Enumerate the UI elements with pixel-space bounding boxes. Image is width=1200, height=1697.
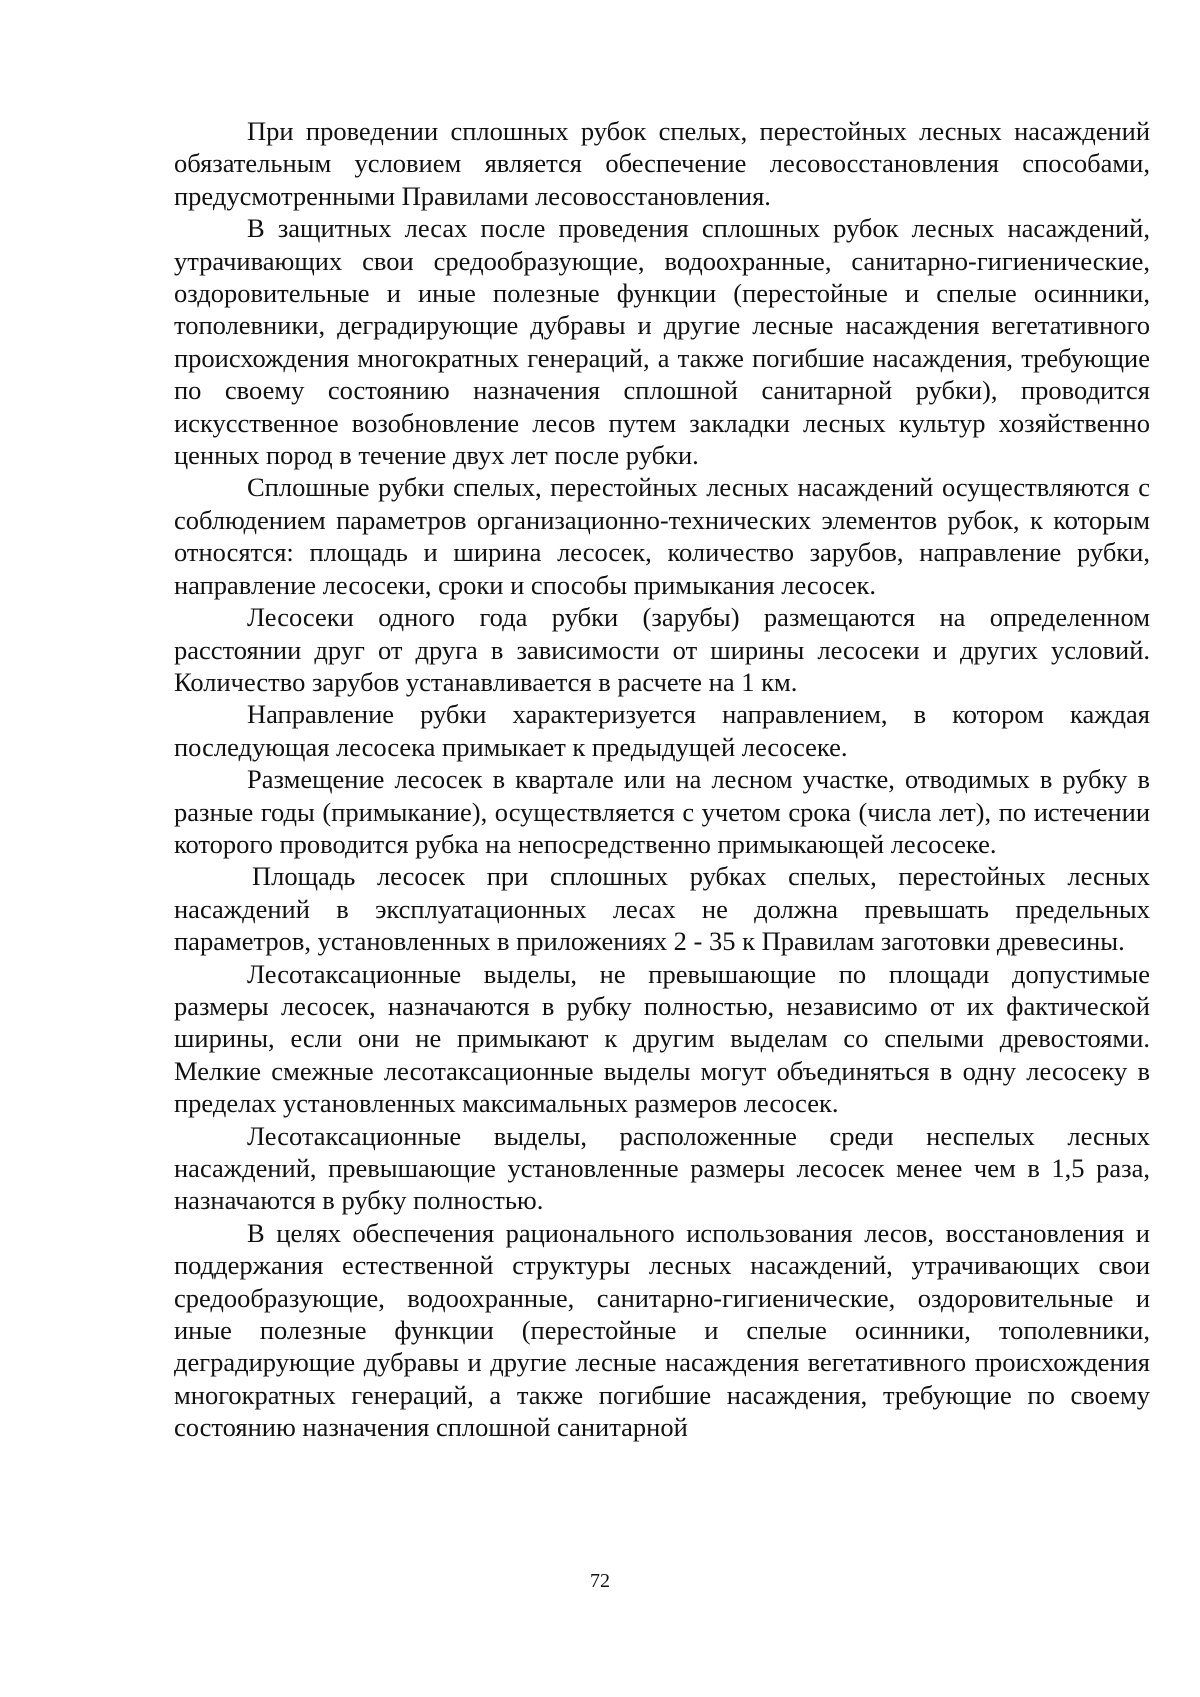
paragraph-4: Лесосеки одного года рубки (зарубы) размещаются на определенном расстоянии друг от друга в зависимости от ширины лесосеки и других условий. Количество зарубов устанавливается в расчете на 1 км.	[174, 602, 1150, 697]
paragraph-5: Направление рубки характеризуется направлением, в котором каждая последующая лесосека примыкает к предыдущей лесосеке.	[174, 699, 1150, 762]
paragraph-10: В целях обеспечения рационального использования лесов, восстановления и поддержания естественной структуры лесных насаждений, утрачивающих свои средообразующие, водоохранные, санитарно-гигиенические, оздоровительные и иные полезные функции (перестойные и спелые осинники, тополевники, деградирующие дубравы и другие лесные насаждения вегетативного происхождения многократных генераций, а также погибшие насаждения, требующие по своему состоянию назначения сплошной санитарной	[174, 1217, 1150, 1443]
paragraph-3: Сплошные рубки спелых, перестойных лесных насаждений осуществляются с соблюдением параметров организационно-технических элементов рубок, к которым относятся: площадь и ширина лесосек, количество зарубов, направление рубки, направление лесосеки, сроки и способы примыкания лесосек.	[174, 472, 1150, 600]
paragraph-9: Лесотаксационные выделы, расположенные среди неспелых лесных насаждений, превышающие установленные размеры лесосек менее чем в 1,5 раза, назначаются в рубку полностью.	[174, 1120, 1150, 1216]
paragraph-6: Размещение лесосек в квартале или на лесном участке, отводимых в рубку в разные годы (примыкание), осуществляется с учетом срока (числа лет), по истечении которого проводится рубка на непосредственно примыкающей лесосеке.	[174, 764, 1150, 859]
paragraph-1: При проведении сплошных рубок спелых, перестойных лесных насаждений обязательным условием является обеспечение лесовосстановления способами, предусмотренными Правилами лесовосстановления.	[174, 116, 1150, 211]
paragraph-8: Лесотаксационные выделы, не превышающие по площади допустимые размеры лесосек, назначаются в рубку полностью, независимо от их фактической ширины, если они не примыкают к другим выделам со спелыми древостоями. Мелкие смежные лесотаксационные выделы могут объединяться в одну лесосеку в пределах установленных максимальных размеров лесосек.	[174, 958, 1150, 1119]
paragraph-7: Площадь лесосек при сплошных рубках спелых, перестойных лесных насаждений в эксплуатационных лесах не должна превышать предельных параметров, установленных в приложениях 2 - 35 к Правилам заготовки древесины.	[174, 861, 1150, 957]
page-number: 72	[590, 1570, 610, 1592]
document-body	[174, 115, 1150, 1444]
paragraph-2: В защитных лесах после проведения сплошных рубок лесных насаждений, утрачивающих свои средообразующие, водоохранные, санитарно-гигиенические, оздоровительные и иные полезные функции (перестойные и спелые осинники, тополевники, деградирующие дубравы и другие лесные насаждения вегетативного происхождения многократных генераций, а также погибшие насаждения, требующие по своему состоянию назначения сплошной санитарной рубки), проводится искусственное возобновление лесов путем закладки лесных культур хозяйственно ценных пород в течение двух лет после рубки.	[174, 213, 1150, 471]
